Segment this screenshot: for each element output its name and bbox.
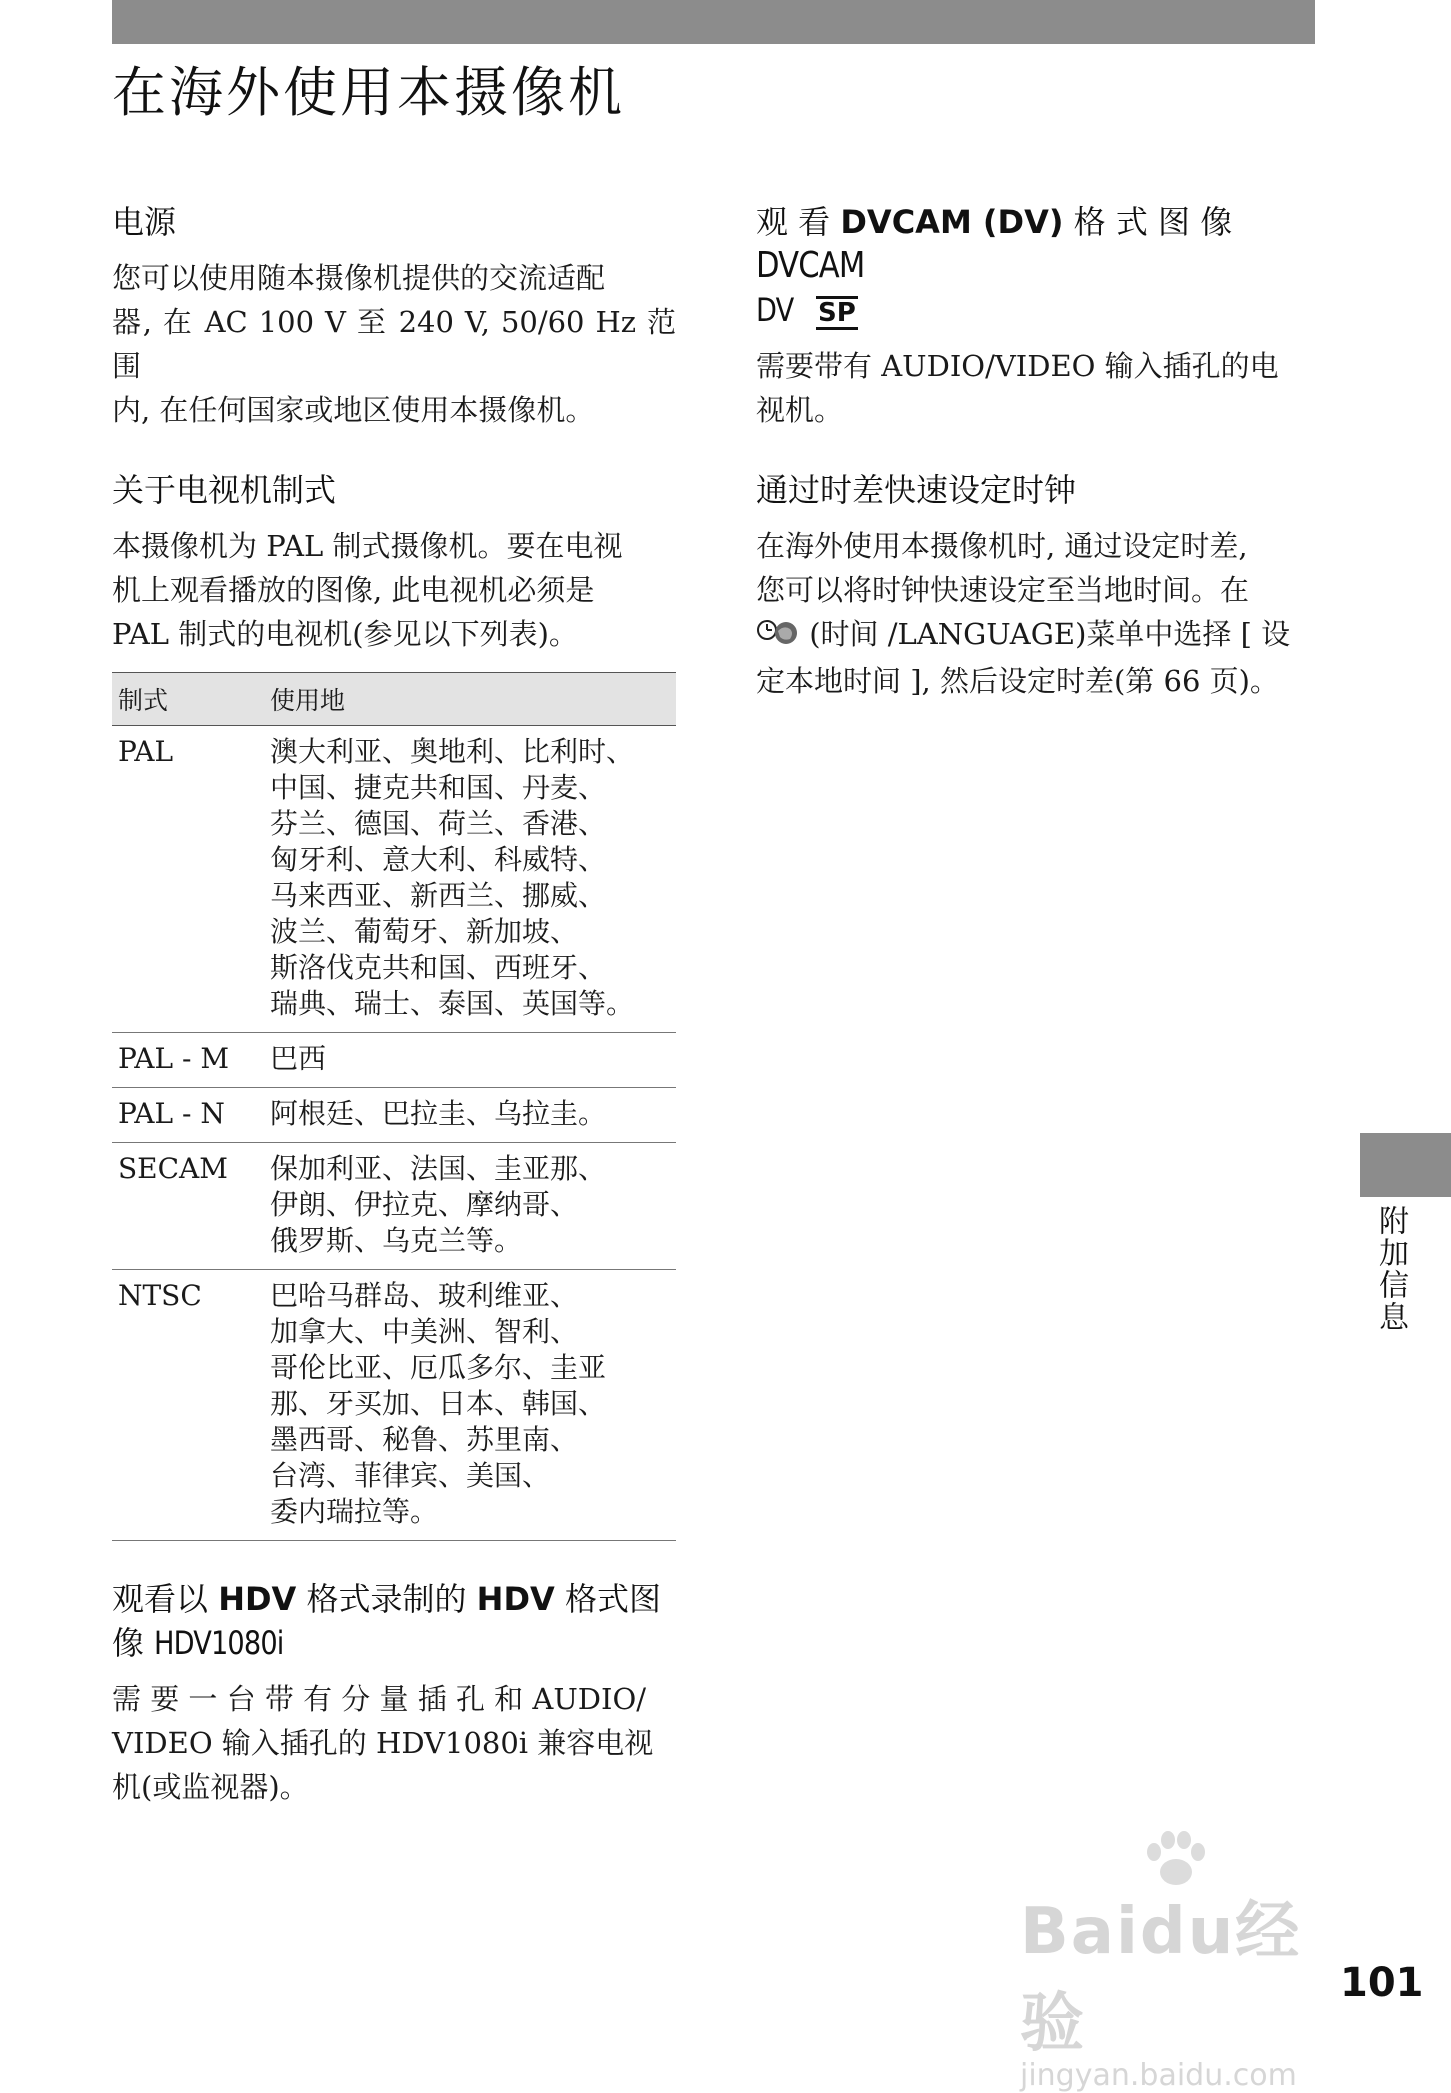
table-cell-regions [264, 1033, 676, 1088]
sp-logo: SP [817, 298, 856, 328]
hdv-heading [112, 1577, 676, 1665]
clock-line: 定本地时间 ], 然后设定时差(第 66 页)。 [756, 664, 1279, 698]
section-power [112, 200, 676, 432]
power-line: 您可以使用随本摄像机提供的交流适配 [112, 261, 606, 295]
power-text [112, 256, 676, 432]
table-header-row [112, 673, 676, 726]
section-dvcam [756, 200, 1318, 432]
table-header-system: 制式 [112, 673, 264, 726]
region-line: 委内瑞拉等。 [270, 1495, 439, 1528]
region-line: 瑞典、瑞士、泰国、英国等。 [270, 987, 635, 1020]
table-cell-regions [264, 1088, 676, 1143]
section-clock [756, 468, 1318, 703]
page-title: 在海外使用本摄像机 [112, 61, 625, 124]
table-cell-regions [264, 726, 676, 1033]
region-line: 阿根廷、巴拉圭、乌拉圭。 [270, 1097, 607, 1130]
table-cell-system: PAL - M [112, 1033, 264, 1088]
section-tv-system [112, 468, 676, 1541]
region-line: 斯洛伐克共和国、西班牙、 [270, 951, 607, 984]
hdv-text [112, 1677, 676, 1809]
table-cell-regions [264, 1143, 676, 1270]
region-line: 哥伦比亚、厄瓜多尔、圭亚 [270, 1351, 607, 1384]
region-line: 巴哈马群岛、玻利维亚、 [270, 1279, 579, 1312]
table-header-region: 使用地 [264, 673, 676, 726]
dvcam-line: 视机。 [756, 393, 844, 427]
hdv-line: 机(或监视器)。 [112, 1770, 309, 1804]
dvcam-heading-post: 格 式 图 像 [1063, 203, 1233, 241]
watermark-url: jingyan.baidu.com [1020, 2058, 1297, 2093]
region-line: 伊朗、伊拉克、摩纳哥、 [270, 1188, 579, 1221]
right-column [756, 200, 1318, 703]
hdv-heading-bold: HDV [476, 1580, 555, 1618]
page-number: 101 [1340, 1960, 1424, 2006]
region-line: 澳大利亚、奥地利、比利时、 [270, 735, 635, 768]
top-bar [112, 0, 1315, 44]
hdv-heading-mid: 格式录制的 [296, 1580, 477, 1618]
dvcam-heading-pre: 观 看 [756, 203, 841, 241]
hdv-heading-pre: 观看以 [112, 1580, 219, 1618]
region-line: 马来西亚、新西兰、挪威、 [270, 879, 607, 912]
clock-text [756, 524, 1318, 703]
hdv-heading-bold: HDV [218, 1580, 297, 1618]
tv-system-line: 本摄像机为 PAL 制式摄像机。要在电视 [112, 529, 623, 563]
table-row [112, 1270, 676, 1541]
region-line: 那、牙买加、日本、韩国、 [270, 1387, 607, 1420]
power-heading: 电源 [112, 203, 177, 241]
dvcam-heading-bold: DVCAM (DV) [840, 203, 1064, 241]
region-line: 加拿大、中美洲、智利、 [270, 1315, 579, 1348]
tv-system-text [112, 524, 676, 656]
dv-logo: DV [756, 291, 794, 329]
dvcam-heading [756, 200, 1318, 332]
dvcam-line: 需要带有 AUDIO/VIDEO 输入插孔的电 [756, 349, 1279, 383]
table-cell-system: PAL - N [112, 1088, 264, 1143]
section-hdv [112, 1577, 676, 1809]
tv-system-table [112, 672, 676, 1541]
dvcam-text [756, 344, 1318, 432]
power-line: 器, 在 AC 100 V 至 240 V, 50/60 Hz 范围 [112, 305, 676, 383]
region-line: 中国、捷克共和国、丹麦、 [270, 771, 607, 804]
region-line: 墨西哥、秘鲁、苏里南、 [270, 1423, 579, 1456]
side-tab-marker [1360, 1133, 1451, 1197]
dvcam-logo: DVCAM [756, 245, 865, 286]
table-cell-regions [264, 1270, 676, 1541]
tv-system-line: 机上观看播放的图像, 此电视机必须是 [112, 573, 595, 607]
table-row [112, 1143, 676, 1270]
region-line: 保加利亚、法国、圭亚那、 [270, 1152, 607, 1185]
clock-line: 您可以将时钟快速设定至当地时间。在 [756, 573, 1250, 607]
hdv-line: 需 要 一 台 带 有 分 量 插 孔 和 AUDIO/ [112, 1682, 647, 1716]
table-cell-system: NTSC [112, 1270, 264, 1541]
baidu-watermark [1020, 1840, 1350, 2093]
clock-heading: 通过时差快速设定时钟 [756, 471, 1077, 509]
table-cell-system: PAL [112, 726, 264, 1033]
left-column [112, 200, 676, 1809]
region-line: 匈牙利、意大利、科威特、 [270, 843, 607, 876]
hdv-heading-line2: 像 [112, 1624, 145, 1662]
hdv-line: VIDEO 输入插孔的 HDV1080i 兼容电视 [112, 1726, 654, 1760]
table-row [112, 1033, 676, 1088]
tv-system-line: PAL 制式的电视机(参见以下列表)。 [112, 617, 578, 651]
table-row [112, 726, 676, 1033]
clock-globe-icon [756, 615, 800, 659]
table-cell-system: SECAM [112, 1143, 264, 1270]
region-line: 巴西 [270, 1042, 327, 1075]
tv-system-heading: 关于电视机制式 [112, 471, 337, 509]
power-line: 内, 在任何国家或地区使用本摄像机。 [112, 393, 595, 427]
region-line: 台湾、菲律宾、美国、 [270, 1459, 551, 1492]
hdv1080i-logo: HDV1080i [154, 1624, 284, 1662]
baidu-paw-icon [1140, 1830, 1210, 1894]
region-line: 俄罗斯、乌克兰等。 [270, 1224, 523, 1257]
side-tab-label: 附加信息 [1373, 1205, 1408, 1333]
region-line: 波兰、葡萄牙、新加坡、 [270, 915, 579, 948]
watermark-text: Baidu经验 [1020, 1895, 1302, 2061]
hdv-heading-post: 格式图 [554, 1580, 661, 1618]
clock-line: 在海外使用本摄像机时, 通过设定时差, [756, 529, 1248, 563]
region-line: 芬兰、德国、荷兰、香港、 [270, 807, 607, 840]
table-row [112, 1088, 676, 1143]
clock-line: (时间 /LANGUAGE)菜单中选择 [ 设 [800, 617, 1291, 651]
